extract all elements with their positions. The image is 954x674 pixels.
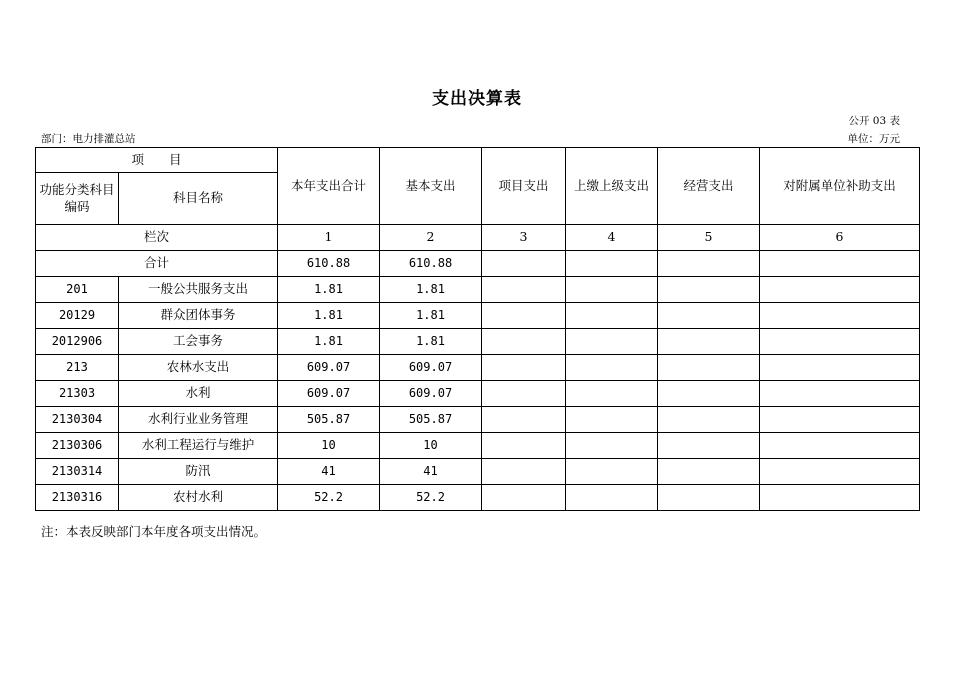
unit-label: 单位：万元 xyxy=(847,133,900,145)
page-title: 支出决算表 xyxy=(432,89,522,109)
cell-subsidy xyxy=(760,459,920,485)
cell-subsidy xyxy=(760,303,920,329)
cell-name: 防汛 xyxy=(119,459,278,485)
cell-project xyxy=(482,329,566,355)
total-total: 610.88 xyxy=(278,251,380,277)
cell-basic: 1.81 xyxy=(380,303,482,329)
header-item: 项 目 xyxy=(36,148,278,173)
cell-business xyxy=(658,485,760,511)
index-col: 6 xyxy=(760,225,920,251)
index-col: 1 xyxy=(278,225,380,251)
index-row xyxy=(36,225,920,251)
cell-total: 609.07 xyxy=(278,355,380,381)
cell-total: 1.81 xyxy=(278,329,380,355)
cell-upper xyxy=(566,381,658,407)
total-label: 合计 xyxy=(36,251,278,277)
header-business: 经营支出 xyxy=(658,148,760,225)
table-row xyxy=(36,277,920,303)
cell-business xyxy=(658,303,760,329)
cell-basic: 1.81 xyxy=(380,329,482,355)
cell-name: 水利行业业务管理 xyxy=(119,407,278,433)
cell-upper xyxy=(566,303,658,329)
header-project: 项目支出 xyxy=(482,148,566,225)
cell-project xyxy=(482,303,566,329)
cell-code: 2130304 xyxy=(36,407,119,433)
cell-basic: 609.07 xyxy=(380,355,482,381)
index-col: 2 xyxy=(380,225,482,251)
cell-upper xyxy=(566,459,658,485)
total-row xyxy=(36,251,920,277)
table-row xyxy=(36,355,920,381)
cell-upper xyxy=(566,407,658,433)
cell-subsidy xyxy=(760,433,920,459)
header-upper: 上缴上级支出 xyxy=(566,148,658,225)
cell-name: 农林水支出 xyxy=(119,355,278,381)
cell-name: 一般公共服务支出 xyxy=(119,277,278,303)
cell-business xyxy=(658,433,760,459)
cell-business xyxy=(658,355,760,381)
table-row xyxy=(36,329,920,355)
cell-code: 21303 xyxy=(36,381,119,407)
cell-basic: 41 xyxy=(380,459,482,485)
cell-code: 20129 xyxy=(36,303,119,329)
header-total: 本年支出合计 xyxy=(278,148,380,225)
table-row xyxy=(36,433,920,459)
cell-name: 水利工程运行与维护 xyxy=(119,433,278,459)
expenditure-table xyxy=(35,147,920,511)
cell-project xyxy=(482,485,566,511)
cell-project xyxy=(482,433,566,459)
cell-subsidy xyxy=(760,381,920,407)
cell-basic: 505.87 xyxy=(380,407,482,433)
table-row xyxy=(36,303,920,329)
index-col: 5 xyxy=(658,225,760,251)
cell-total: 609.07 xyxy=(278,381,380,407)
cell-upper xyxy=(566,277,658,303)
table-row xyxy=(36,381,920,407)
cell-code: 2012906 xyxy=(36,329,119,355)
cell-subsidy xyxy=(760,355,920,381)
form-number: 公开 03 表 xyxy=(848,115,900,127)
cell-business xyxy=(658,407,760,433)
cell-project xyxy=(482,277,566,303)
cell-basic: 609.07 xyxy=(380,381,482,407)
cell-project xyxy=(482,381,566,407)
table-row xyxy=(36,459,920,485)
cell-code: 213 xyxy=(36,355,119,381)
cell-total: 41 xyxy=(278,459,380,485)
cell-subsidy xyxy=(760,277,920,303)
cell-basic: 1.81 xyxy=(380,277,482,303)
footnote: 注：本表反映部门本年度各项支出情况。 xyxy=(41,524,267,539)
total-business xyxy=(658,251,760,277)
cell-code: 2130316 xyxy=(36,485,119,511)
cell-code: 201 xyxy=(36,277,119,303)
total-basic: 610.88 xyxy=(380,251,482,277)
cell-upper xyxy=(566,329,658,355)
index-col: 4 xyxy=(566,225,658,251)
header-basic: 基本支出 xyxy=(380,148,482,225)
department-label: 部门：电力排灌总站 xyxy=(41,133,136,145)
cell-project xyxy=(482,355,566,381)
header-subject-name: 科目名称 xyxy=(119,173,278,225)
cell-code: 2130314 xyxy=(36,459,119,485)
cell-business xyxy=(658,381,760,407)
index-col: 3 xyxy=(482,225,566,251)
cell-subsidy xyxy=(760,329,920,355)
table-row xyxy=(36,407,920,433)
cell-project xyxy=(482,407,566,433)
cell-business xyxy=(658,277,760,303)
cell-subsidy xyxy=(760,485,920,511)
header-subsidy: 对附属单位补助支出 xyxy=(760,148,920,225)
table-row xyxy=(36,485,920,511)
cell-project xyxy=(482,459,566,485)
cell-business xyxy=(658,329,760,355)
cell-upper xyxy=(566,355,658,381)
cell-total: 1.81 xyxy=(278,303,380,329)
cell-name: 群众团体事务 xyxy=(119,303,278,329)
cell-code: 2130306 xyxy=(36,433,119,459)
cell-total: 505.87 xyxy=(278,407,380,433)
cell-name: 水利 xyxy=(119,381,278,407)
cell-basic: 10 xyxy=(380,433,482,459)
cell-subsidy xyxy=(760,407,920,433)
cell-name: 工会事务 xyxy=(119,329,278,355)
total-project xyxy=(482,251,566,277)
cell-basic: 52.2 xyxy=(380,485,482,511)
cell-upper xyxy=(566,485,658,511)
total-upper xyxy=(566,251,658,277)
cell-name: 农村水利 xyxy=(119,485,278,511)
cell-business xyxy=(658,459,760,485)
total-subsidy xyxy=(760,251,920,277)
cell-upper xyxy=(566,433,658,459)
cell-total: 10 xyxy=(278,433,380,459)
header-func-code: 功能分类科目编码 xyxy=(36,173,119,225)
cell-total: 1.81 xyxy=(278,277,380,303)
index-label: 栏次 xyxy=(36,225,278,251)
cell-total: 52.2 xyxy=(278,485,380,511)
